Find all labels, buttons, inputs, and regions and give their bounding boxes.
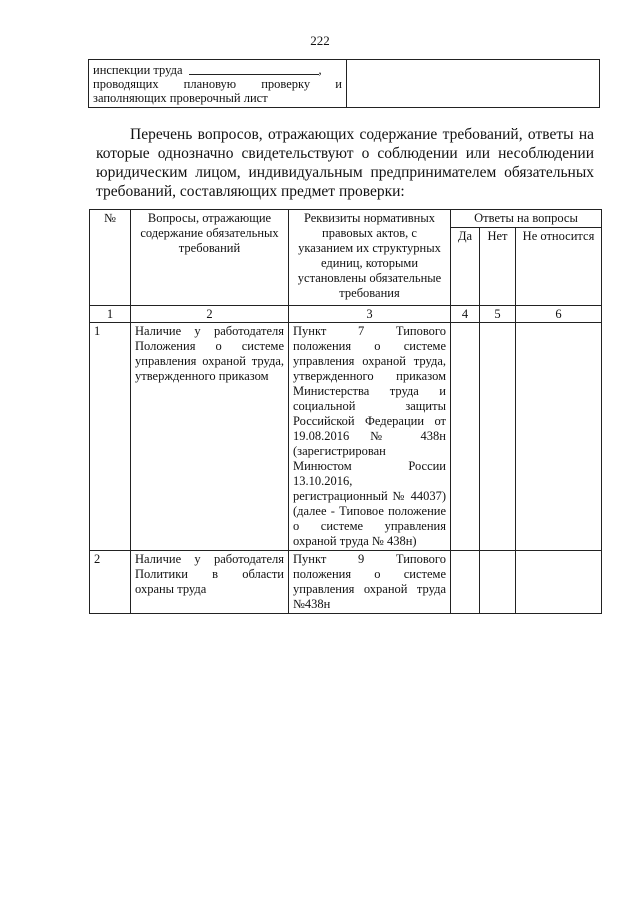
answer-yes-cell[interactable]: [451, 551, 480, 614]
inspector-line-2-word: проводящих: [93, 77, 159, 91]
row-number: 2: [90, 551, 131, 614]
row-question: Наличие у работодателя Положения о системе управления охраной труда, утвержденного приказом: [131, 323, 289, 551]
inspector-line-3-text: заполняющих проверочный лист: [93, 91, 268, 105]
intro-text: Перечень вопросов, отражающих содержание требований, ответы на которые однозначно свидетельствуют о соблюдении или несоблюдении юридическим лицом, индивидуальным предпринимателем обязательных требований, составляющих предмет проверки:: [96, 126, 594, 200]
row-requisites: Пункт 7 Типового положения о системе управления охраной труда, утвержденного приказом Министерства труда и социальной защиты Российской Федерации от 19.08.2016 № 438н (зарегистрирован Минюстом России 13.10.2016, регистрационный № 44037) (далее - Типовое положение о системе управления охраной труда № 438н): [289, 323, 451, 551]
header-answers-group: Ответы на вопросы: [451, 210, 602, 228]
header-no: Нет: [480, 228, 516, 306]
header-requisites: Реквизиты нормативных правовых актов, с указанием их структурных единиц, которыми установлены обязательные требования: [289, 210, 451, 306]
column-number: 5: [480, 306, 516, 323]
checklist-table: [89, 209, 602, 614]
table-row: [90, 323, 602, 551]
column-numbers-row: [90, 306, 602, 323]
header-number: №: [90, 210, 131, 306]
column-number: 6: [516, 306, 602, 323]
column-number: 2: [131, 306, 289, 323]
answer-not-applicable-cell[interactable]: [516, 323, 602, 551]
blank-underline: [189, 63, 319, 75]
row-requisites: Пункт 9 Типового положения о системе управления охраной труда №438н: [289, 551, 451, 614]
answer-no-cell[interactable]: [480, 323, 516, 551]
inspector-line-1-text: инспекции труда: [93, 63, 183, 77]
table-row: [90, 551, 602, 614]
answer-not-applicable-cell[interactable]: [516, 551, 602, 614]
intro-paragraph: [96, 125, 594, 201]
inspector-info-block: [88, 59, 600, 108]
row-question: Наличие у работодателя Политики в области охраны труда: [131, 551, 289, 614]
inspector-line-3: [93, 91, 342, 105]
inspector-info-text: [89, 60, 347, 107]
column-number: 4: [451, 306, 480, 323]
table-header-row: [90, 210, 602, 228]
column-number: 3: [289, 306, 451, 323]
inspector-line-2-word: и: [335, 77, 342, 91]
header-questions: Вопросы, отражающие содержание обязательных требований: [131, 210, 289, 306]
page-number: 222: [310, 33, 330, 48]
inspector-line-2-word: плановую: [183, 77, 237, 91]
inspector-line-1-end: ,: [318, 63, 322, 77]
row-number: 1: [90, 323, 131, 551]
answer-no-cell[interactable]: [480, 551, 516, 614]
header-not-applicable: Не относится: [516, 228, 602, 306]
inspector-line-1: [93, 63, 342, 77]
header-yes: Да: [451, 228, 480, 306]
inspector-line-2-word: проверку: [261, 77, 311, 91]
answer-yes-cell[interactable]: [451, 323, 480, 551]
inspector-line-2: [93, 77, 342, 91]
column-number: 1: [90, 306, 131, 323]
